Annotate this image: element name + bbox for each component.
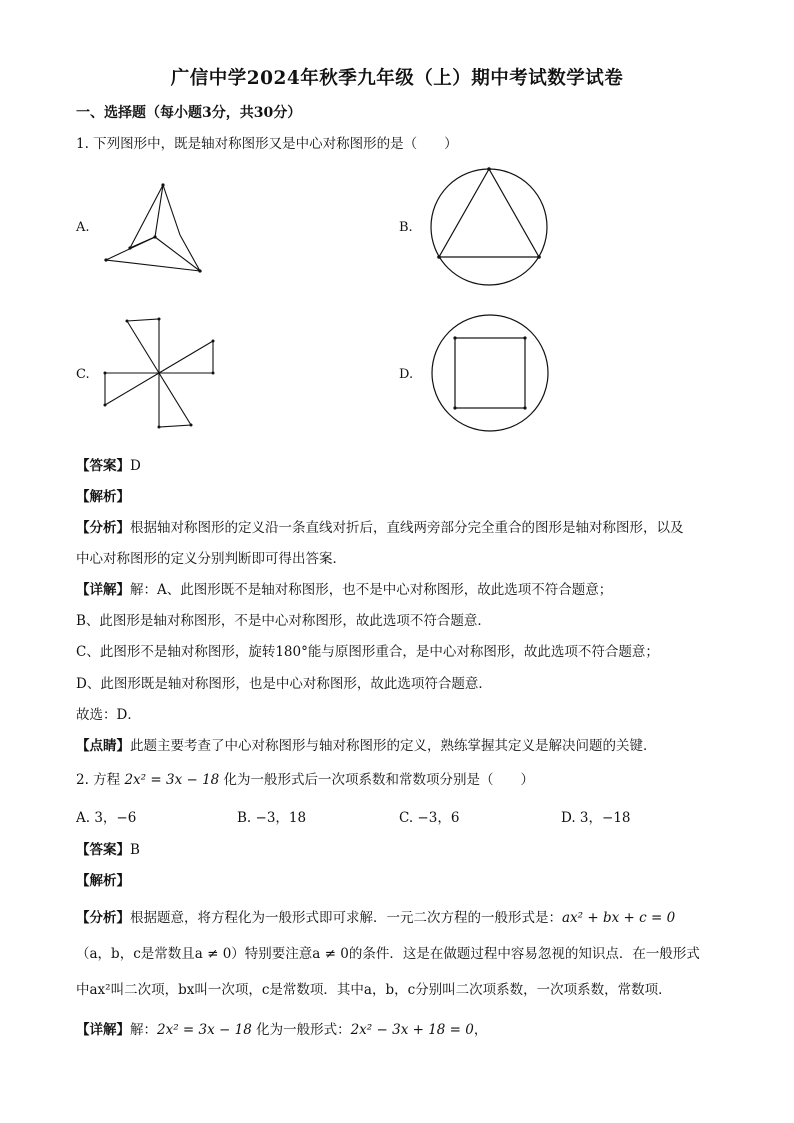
- q1-stem: 1. 下列图形中，既是轴对称图形又是中心对称图形的是（ ）: [76, 136, 458, 152]
- q2-general-form: ax² + bx + c = 0: [562, 910, 676, 926]
- q1-detail-b: B、此图形是轴对称图形，不是中心对称图形，故此选项不符合题意．: [76, 613, 491, 629]
- q1-detail-label: 【详解】: [76, 582, 130, 598]
- q1-option-b-label: B.: [399, 220, 413, 235]
- q2-analysis-line3: 中ax²叫二次项，bx叫一次项，c是常数项．其中a，b，c分别叫二次项系数，一次项系数，常数项．: [76, 982, 672, 998]
- q2-stem-pre: 2. 方程: [76, 772, 125, 788]
- q1-answer-value: D: [130, 458, 141, 474]
- q1-analysis-line1: [76, 516, 684, 536]
- page-title: 广信中学2024年秋季九年级（上）期中考试数学试卷: [170, 68, 624, 89]
- q2-detail-eq2: 2x² − 3x + 18 = 0: [350, 1022, 474, 1038]
- q1-answer-tag: 【答案】: [76, 458, 130, 474]
- q1-analysis-line2: 中心对称图形的定义分别判断即可得出答案．: [76, 551, 346, 567]
- q2-choice-b: B. −3，18: [237, 810, 307, 826]
- q1-detail-a-text: 解：A、此图形既不是轴对称图形，也不是中心对称图形，故此选项不符合题意；: [130, 582, 613, 598]
- q1-detail-d: D、此图形既是轴对称图形，也是中心对称图形，故此选项符合题意．: [76, 676, 492, 692]
- q2-answer-tag: 【答案】: [76, 842, 130, 858]
- q2-answer: [76, 838, 140, 858]
- q2-detail-end: ，: [473, 1022, 488, 1038]
- q1-comment-label: 【点睛】: [76, 738, 130, 754]
- section-heading: 一、选择题（每小题3分，共30分）: [76, 105, 302, 121]
- q1-answer: [76, 454, 141, 474]
- q2-analysis-line2: （a，b，c是常数且a ≠ 0）特别要注意a ≠ 0的条件．这是在做题过程中容易忽视的知识点．在一般形式: [76, 946, 700, 962]
- q1-detail-a: [76, 578, 612, 598]
- q1-comment: [76, 734, 657, 754]
- q1-figure-d: [425, 308, 555, 438]
- q1-option-a-label: A.: [76, 220, 90, 235]
- q2-stem-post: 化为一般形式后一次项系数和常数项分别是（ ）: [219, 772, 535, 788]
- q2-analysis-tag: 【解析】: [76, 873, 130, 889]
- q1-comment-text: 此题主要考查了中心对称图形与轴对称图形的定义，熟练掌握其定义是解决问题的关键．: [130, 738, 657, 754]
- q2-stem-equation: 2x² = 3x − 18: [124, 772, 220, 788]
- q1-figure-a: [95, 175, 215, 280]
- q2-detail-pre: 解：: [130, 1022, 157, 1038]
- q2-choice-d: D. 3，−18: [561, 810, 631, 826]
- q2-analysis-line1: [76, 906, 675, 926]
- q2-answer-value: B: [130, 842, 140, 858]
- q1-option-d-label: D.: [399, 367, 414, 382]
- q2-analysis-text1: 根据题意，将方程化为一般形式即可求解．一元二次方程的一般形式是：: [130, 910, 562, 926]
- q1-analysis-label: 【分析】: [76, 520, 130, 536]
- q2-detail-eq1: 2x² = 3x − 18: [157, 1022, 252, 1038]
- q1-analysis-text1: 根据轴对称图形的定义沿一条直线对折后，直线两旁部分完全重合的图形是轴对称图形，以及: [130, 520, 684, 536]
- q2-choice-c: C. −3，6: [399, 810, 460, 826]
- q1-analysis-tag: 【解析】: [76, 489, 130, 505]
- q2-choice-a: A. 3，−6: [76, 810, 137, 826]
- q2-analysis-label: 【分析】: [76, 910, 130, 926]
- q2-detail-label: 【详解】: [76, 1022, 130, 1038]
- q1-detail-c: C、此图形不是轴对称图形，旋转180°能与原图形重合，是中心对称图形，故此选项不符合题意；: [76, 644, 659, 660]
- q1-choose: 故选：D．: [76, 707, 141, 723]
- q2-detail: [76, 1018, 487, 1038]
- q2-stem: [76, 768, 534, 788]
- q1-figure-c: [100, 315, 225, 430]
- q1-figure-b: [425, 163, 555, 293]
- q1-option-c-label: C.: [76, 367, 90, 382]
- q2-detail-mid: 化为一般形式：: [251, 1022, 351, 1038]
